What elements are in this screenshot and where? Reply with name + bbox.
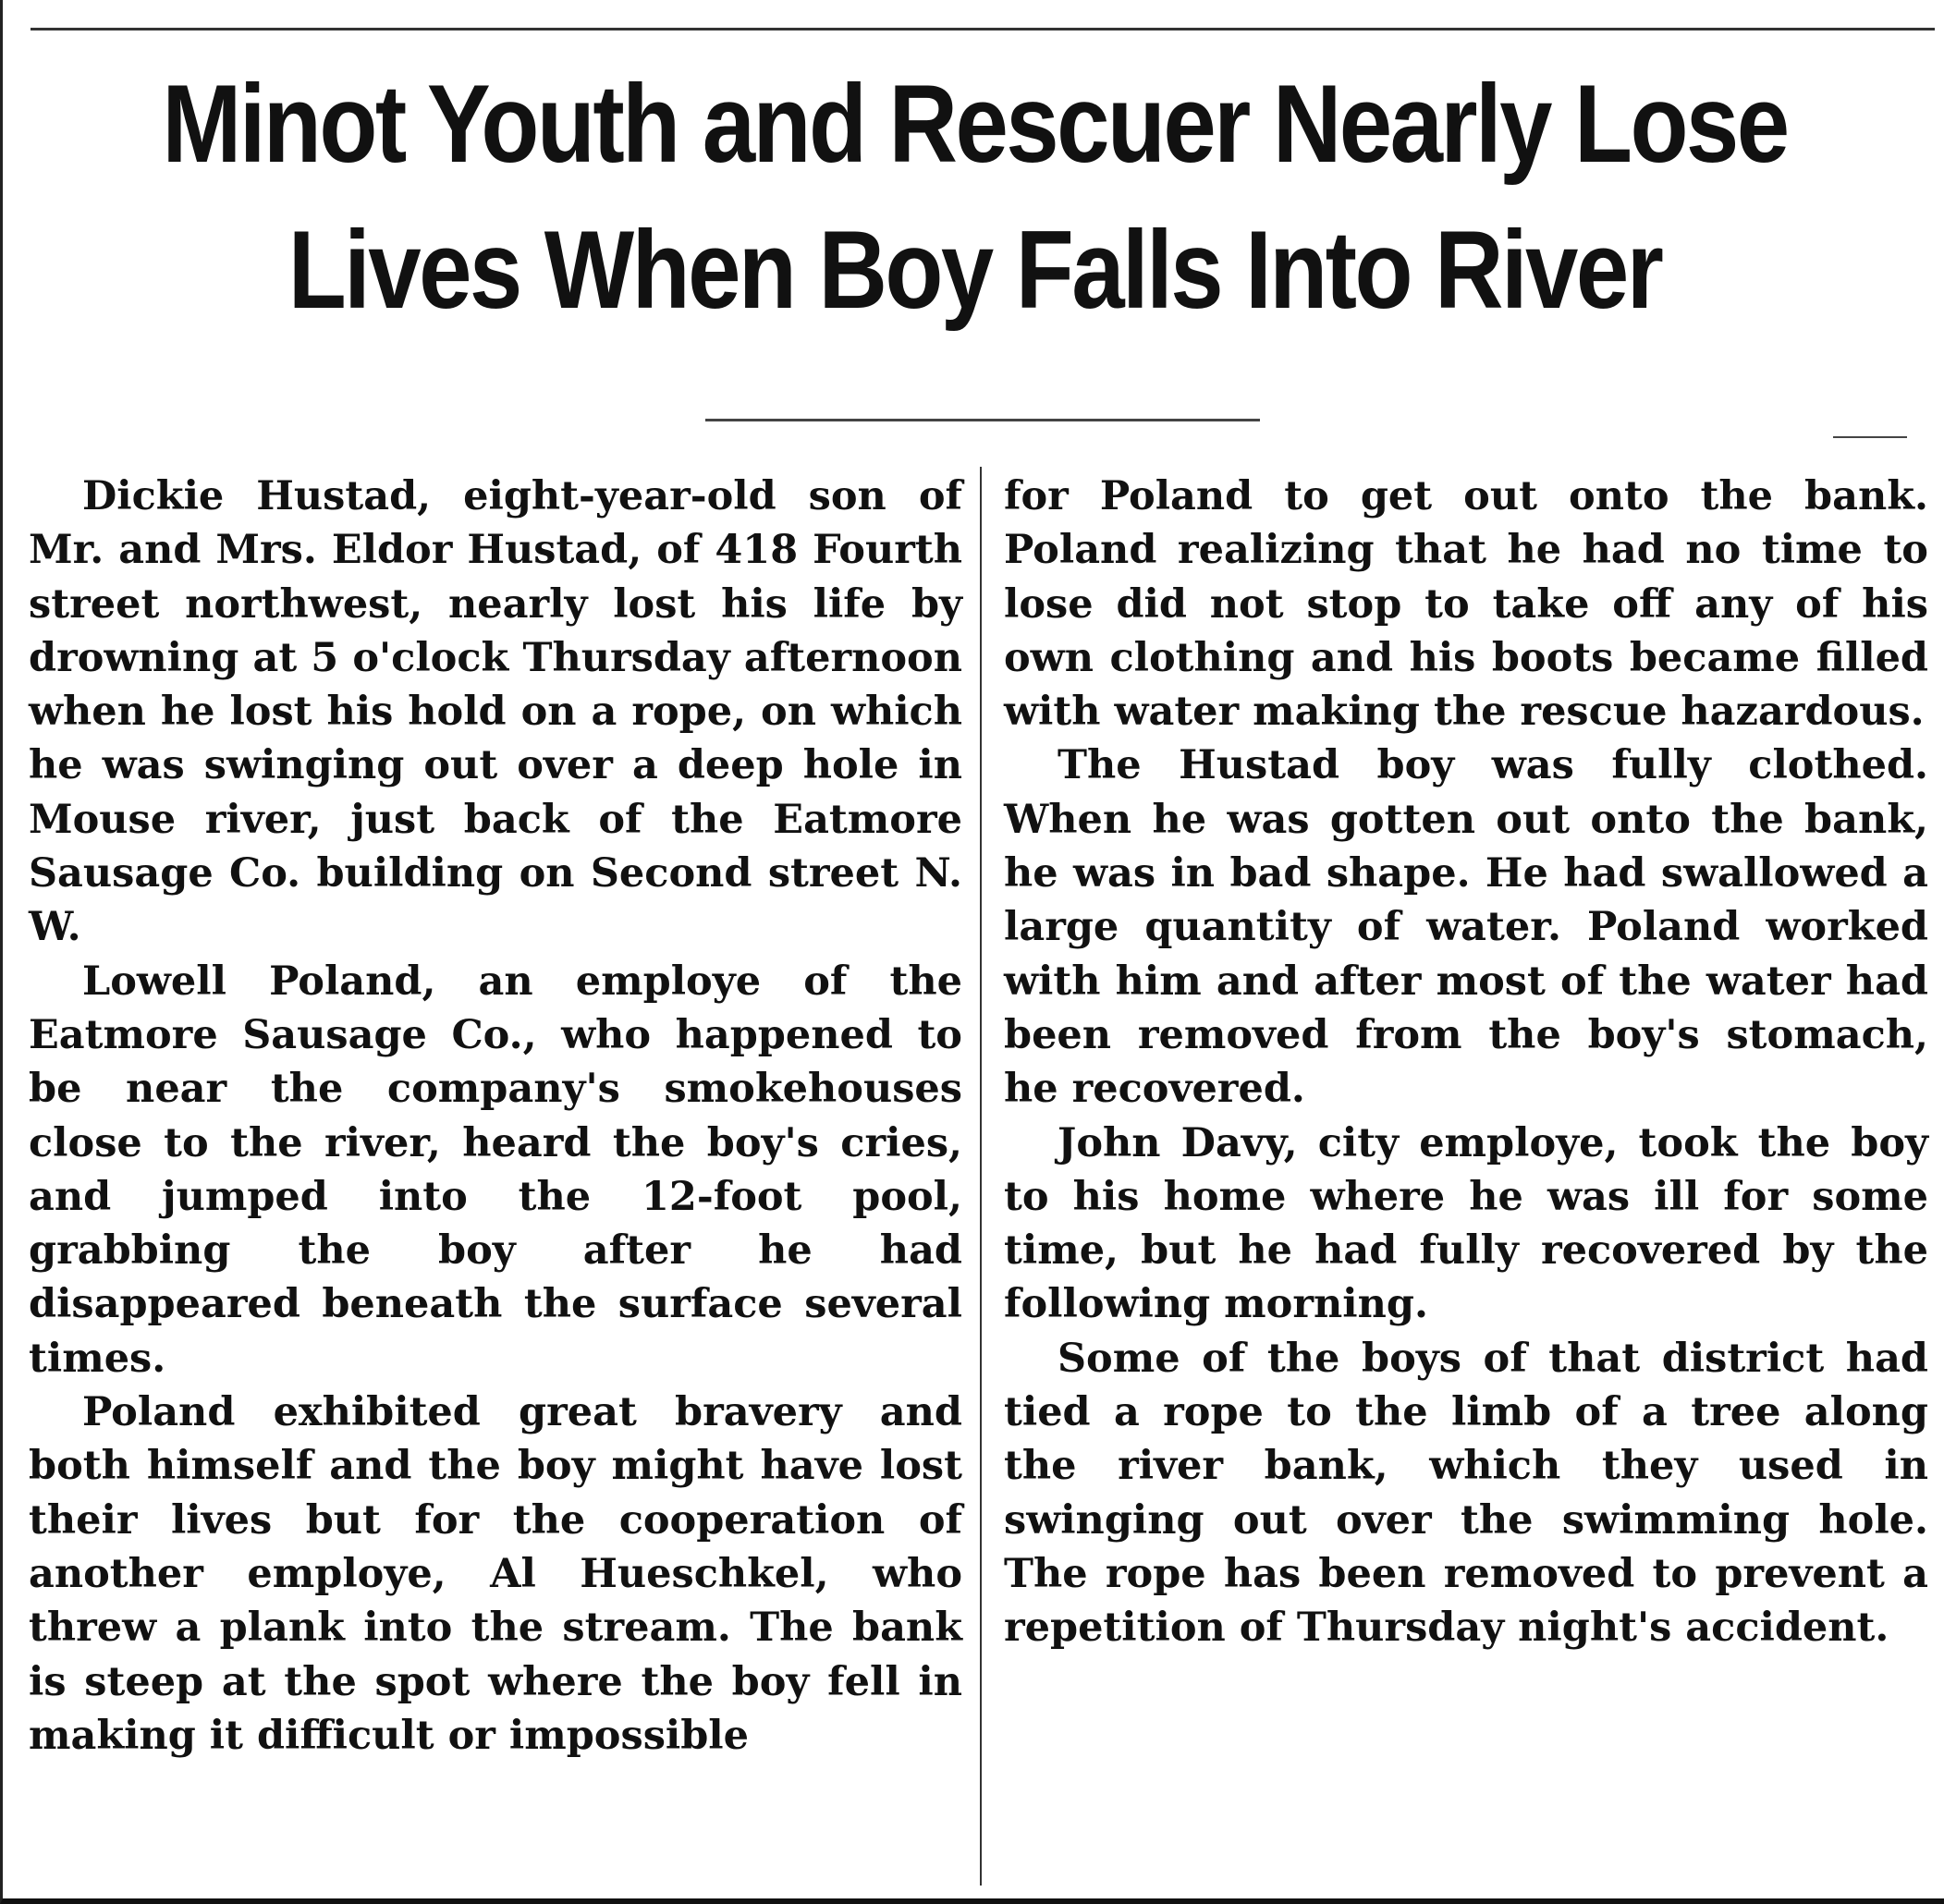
paragraph: John Davy, city employe, took the boy to his home where he was ill for some time, but he had fully recovered by the following morning. bbox=[1004, 1119, 1928, 1328]
column-divider bbox=[980, 467, 982, 1886]
top-rule bbox=[31, 28, 1935, 31]
paragraph: Poland exhibited great bravery and both himself and the boy might have lost their lives but for the cooperation of another employe, Al Hueschkel, who threw a plank into the stream. The bank is steep at the spot where the boy fell in making it difficult or impossible bbox=[29, 1389, 962, 1759]
right-column bbox=[1004, 470, 1928, 1655]
paragraph: Lowell Poland, an employe of the Eatmore Sausage Co., who happened to be near the company's smokehouses close to the river, heard the boy's cries, and jumped into the 12-foot pool, grabbing the boy after he had disappeared beneath the surface several times. bbox=[29, 958, 962, 1382]
headline-line-1: Minot Youth and Rescuer Nearly Lose bbox=[162, 62, 1788, 186]
headline bbox=[139, 51, 1811, 343]
paragraph-continued: for Poland to get out onto the bank. Poland realizing that he had no time to lose did not stop to take off any of his own clothing and his boots became filled with water making the rescue hazardous. bbox=[1004, 473, 1928, 736]
paragraph: Some of the boys of that district had tied a rope to the limb of a tree along the river bank, which they used in swinging out over the swimming hole. The rope has been removed to prevent a repetition of Thursday night's accident. bbox=[1004, 1335, 1928, 1652]
column-rule-mark bbox=[1833, 436, 1907, 438]
paragraph: The Hustad boy was fully clothed. When he was gotten out onto the bank, he was in bad shape. He had swallowed a large quantity of water. Poland worked with him and after most of the water had been removed from the boy's stomach, he recovered. bbox=[1004, 742, 1928, 1113]
paragraph: Dickie Hustad, eight-year-old son of Mr. and Mrs. Eldor Hustad, of 418 Fourth street northwest, nearly lost his life by drowning at 5 o'clock Thursday afternoon when he lost his hold on a rope, on which he was swinging out over a deep hole in Mouse river, just back of the Eatmore Sausage Co. building on Second street N. W. bbox=[29, 473, 962, 951]
left-column bbox=[29, 470, 962, 1763]
headline-divider bbox=[705, 419, 1260, 421]
headline-line-2: Lives When Boy Falls Into River bbox=[287, 208, 1662, 332]
